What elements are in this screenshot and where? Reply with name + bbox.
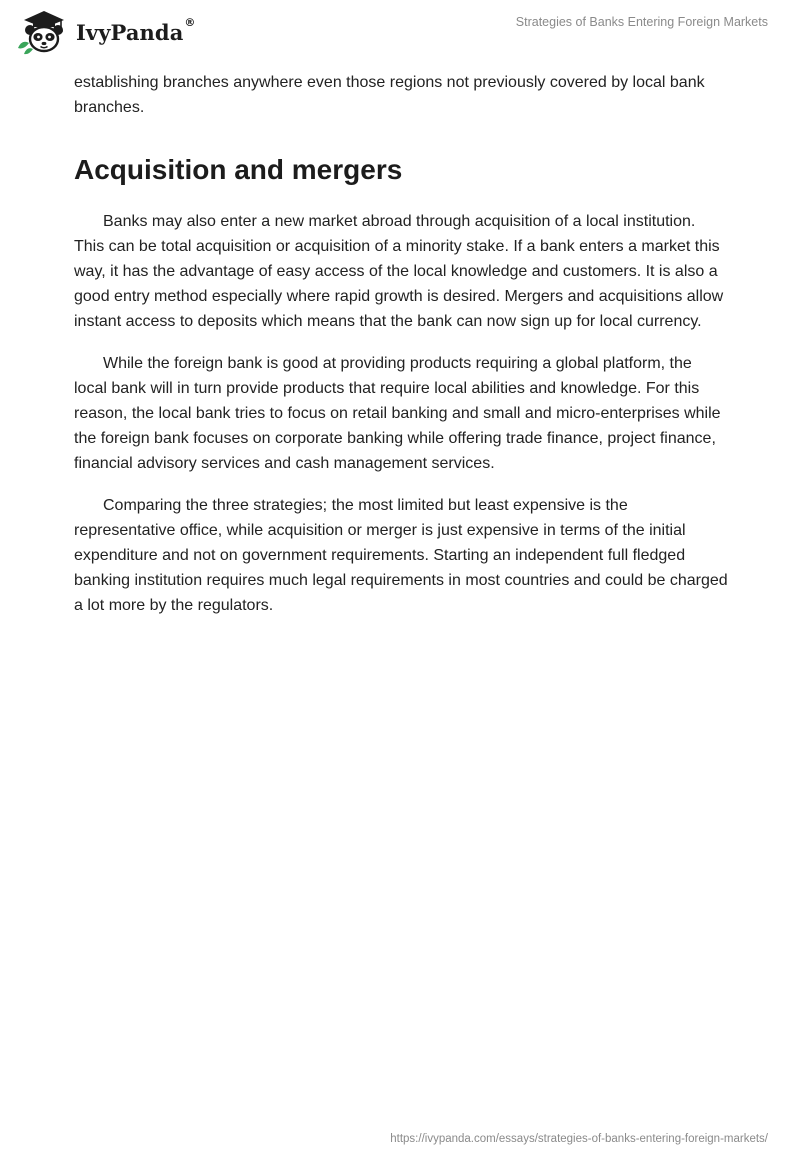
document-title: Strategies of Banks Entering Foreign Markets bbox=[515, 15, 768, 29]
source-url[interactable]: https://ivypanda.com/essays/strategies-of-banks-entering-foreign-markets/ bbox=[390, 1133, 768, 1145]
page-header bbox=[0, 0, 800, 64]
section-heading: Acquisition and mergers bbox=[74, 154, 403, 185]
body-paragraph-3: Comparing the three strategies; the most limited but least expensive is the representative office, while acquisition or merger is just expensive in terms of the initial expenditure and not on government requirements. Starting an independent full fledged banking institution requires much legal requirements in most countries and could be charged a lot more by the regulators. bbox=[74, 497, 728, 614]
logo-wordmark: IvyPanda® bbox=[76, 15, 196, 45]
body-paragraph-1: Banks may also enter a new market abroad through acquisition of a local institution. This can be total acquisition or acquisition of a minority stake. If a bank enters a market this way, it has the advantage of easy access of the local knowledge and customers. It is also a good entry method especially where rapid growth is desired. Mergers and acquisitions allow instant access to deposits which means that the bank can now sign up for local currency. bbox=[74, 213, 724, 330]
essay-content bbox=[74, 70, 728, 635]
panda-graduate-icon bbox=[14, 8, 74, 56]
body-paragraph-2: While the foreign bank is good at providing products requiring a global platform, the local bank will in turn provide products that require local abilities and knowledge. For this reason, the local bank tries to focus on retail banking and small and micro-enterprises while the foreign bank focuses on corporate banking while offering trade finance, project finance, financial advisory services and cash management services. bbox=[74, 355, 721, 472]
continuation-paragraph: establishing branches anywhere even those regions not previously covered by local bank branches. bbox=[74, 74, 705, 116]
ivypanda-logo[interactable] bbox=[14, 8, 196, 56]
